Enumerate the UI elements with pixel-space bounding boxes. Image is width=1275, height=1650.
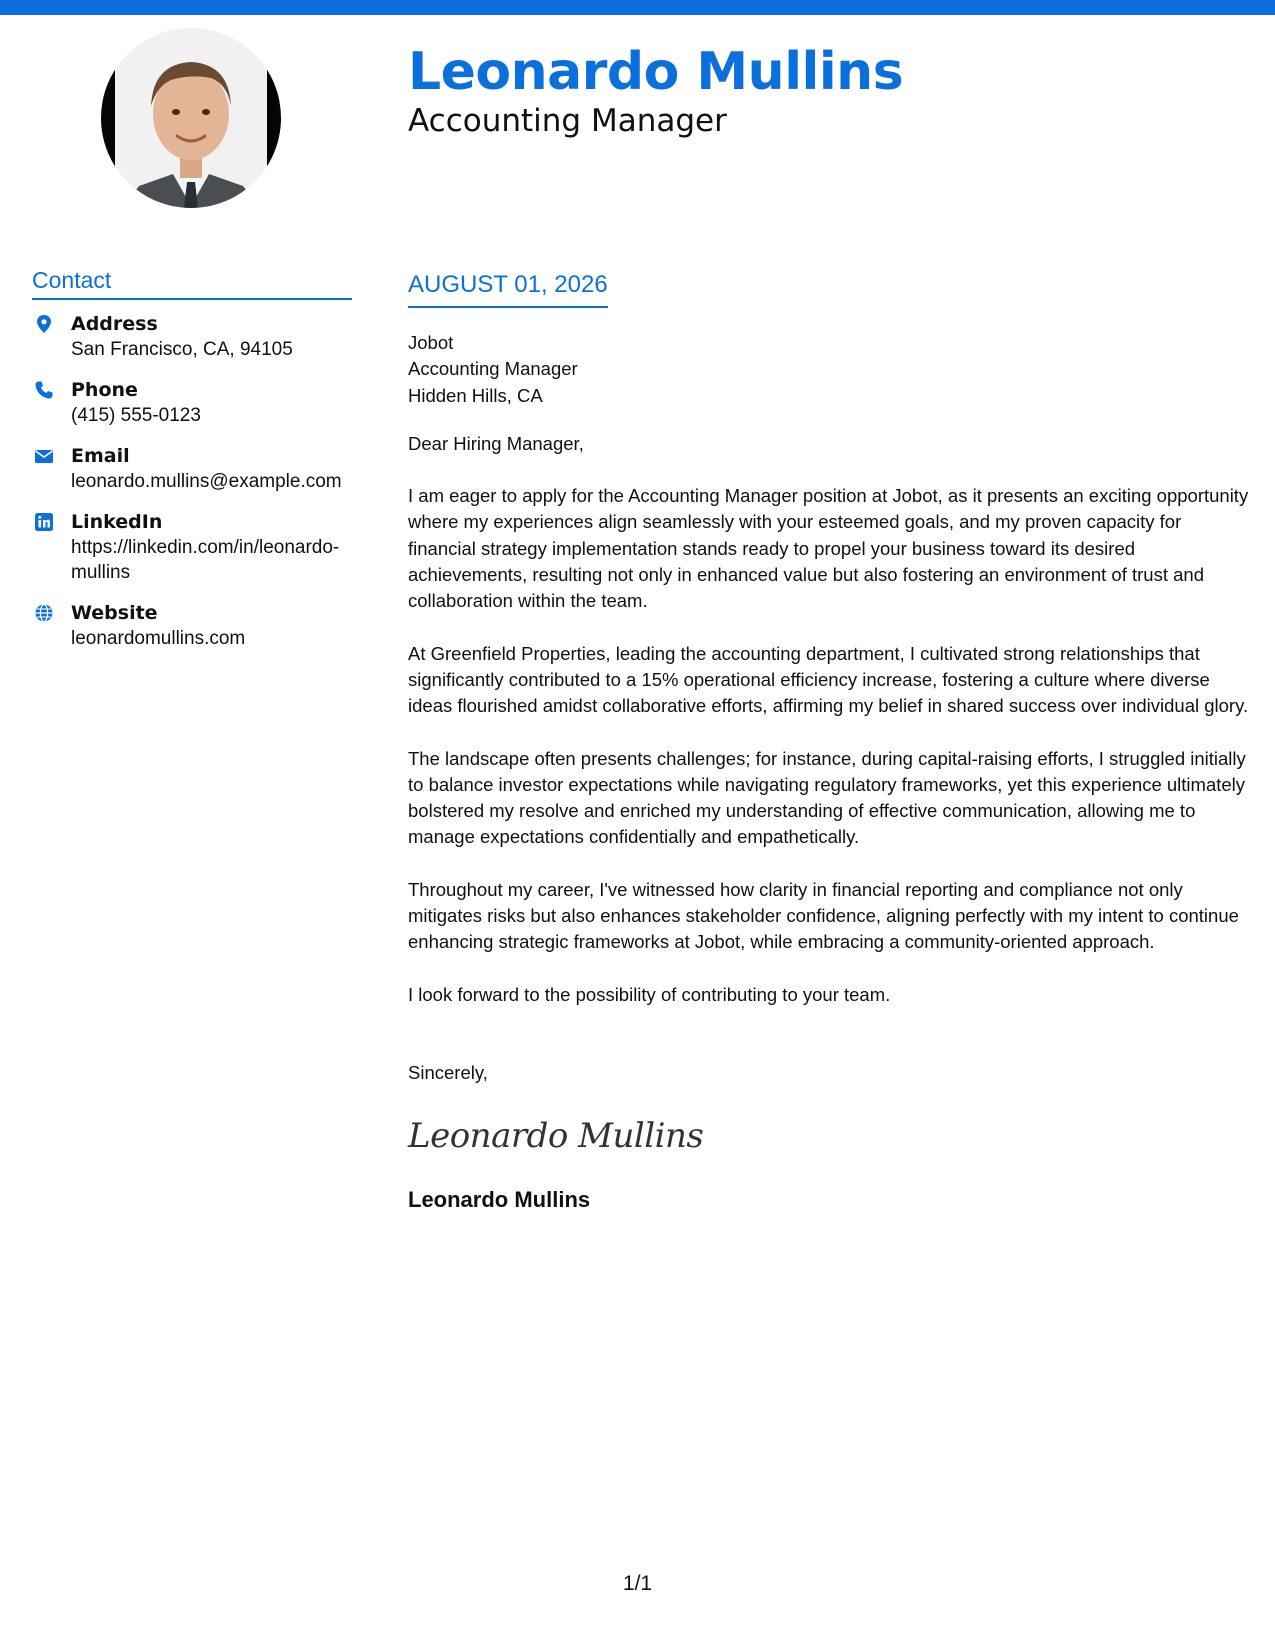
signer-name: Leonardo Mullins xyxy=(408,1187,591,1213)
applicant-name: Leonardo Mullins xyxy=(408,42,904,102)
phone-value: (415) 555-0123 xyxy=(71,405,201,426)
contact-website xyxy=(32,601,352,651)
body-paragraph: At Greenfield Properties, leading the accounting department, I cultivated strong relationships that significantly contributed to a 15% operational efficiency increase, fostering a culture where diverse ideas flourished amidst collaborative efforts, affirming my belief in shared success over individual glory. xyxy=(408,642,1249,717)
recipient-location: Hidden Hills, CA xyxy=(408,384,543,406)
recipient-company: Jobot xyxy=(408,332,454,353)
linkedin-label: LinkedIn xyxy=(71,511,163,533)
contact-heading: Contact xyxy=(32,266,352,300)
body-paragraph: I look forward to the possibility of contributing to your team. xyxy=(408,983,891,1005)
cover-letter xyxy=(408,270,1253,1214)
email-label: Email xyxy=(71,445,130,467)
website-value[interactable]: leonardomullins.com xyxy=(71,628,246,649)
contact-linkedin xyxy=(32,510,352,585)
linkedin-icon xyxy=(34,512,54,532)
profile-photo xyxy=(101,28,281,208)
recipient-position: Accounting Manager xyxy=(408,358,578,380)
salutation: Dear Hiring Manager, xyxy=(408,432,584,454)
email-icon xyxy=(34,446,54,466)
contact-email xyxy=(32,444,352,494)
email-value[interactable]: leonardo.mullins@example.com xyxy=(71,471,342,492)
globe-icon xyxy=(34,603,54,623)
top-accent-bar xyxy=(0,0,1275,15)
phone-icon xyxy=(34,380,54,400)
website-label: Website xyxy=(71,602,158,624)
letter-date: AUGUST 01, 2026 xyxy=(408,270,608,308)
address-label: Address xyxy=(71,313,158,335)
recipient-block xyxy=(408,330,1253,409)
contact-phone xyxy=(32,378,352,428)
handwritten-signature: Leonardo Mullins xyxy=(408,1116,704,1157)
phone-label: Phone xyxy=(71,379,138,401)
address-value: San Francisco, CA, 94105 xyxy=(71,339,293,360)
body-paragraph: I am eager to apply for the Accounting Manager position at Jobot, as it presents an exciting opportunity where my experiences align seamlessly with your esteemed goals, and my proven capacity for financial strategy implementation stands ready to propel your business toward its desired achievements, resulting not only in enhanced value but also fostering an environment of trust and collaboration within the team. xyxy=(408,485,1249,612)
location-pin-icon xyxy=(34,314,54,334)
linkedin-value[interactable]: https://linkedin.com/in/leonardo-mullins xyxy=(71,537,340,583)
body-paragraph: Throughout my career, I've witnessed how clarity in financial reporting and compliance not only mitigates risks but also enhances stakeholder confidence, aligning perfectly with my intent to continue enhancing strategic frameworks at Jobot, while embracing a community-oriented approach. xyxy=(408,878,1239,953)
contact-address xyxy=(32,312,352,362)
closing: Sincerely, xyxy=(408,1061,488,1083)
body-paragraph: The landscape often presents challenges; for instance, during capital-raising efforts, I struggled initially to balance investor expectations while navigating regulatory frameworks, yet this experience ultimately bolstered my resolve and enriched my understanding of effective communication, allowing me to manage expectations confidentially and empathetically. xyxy=(408,747,1246,848)
applicant-job-title: Accounting Manager xyxy=(408,103,727,139)
page-number: 1/1 xyxy=(622,1572,653,1595)
contact-sidebar xyxy=(32,266,352,667)
